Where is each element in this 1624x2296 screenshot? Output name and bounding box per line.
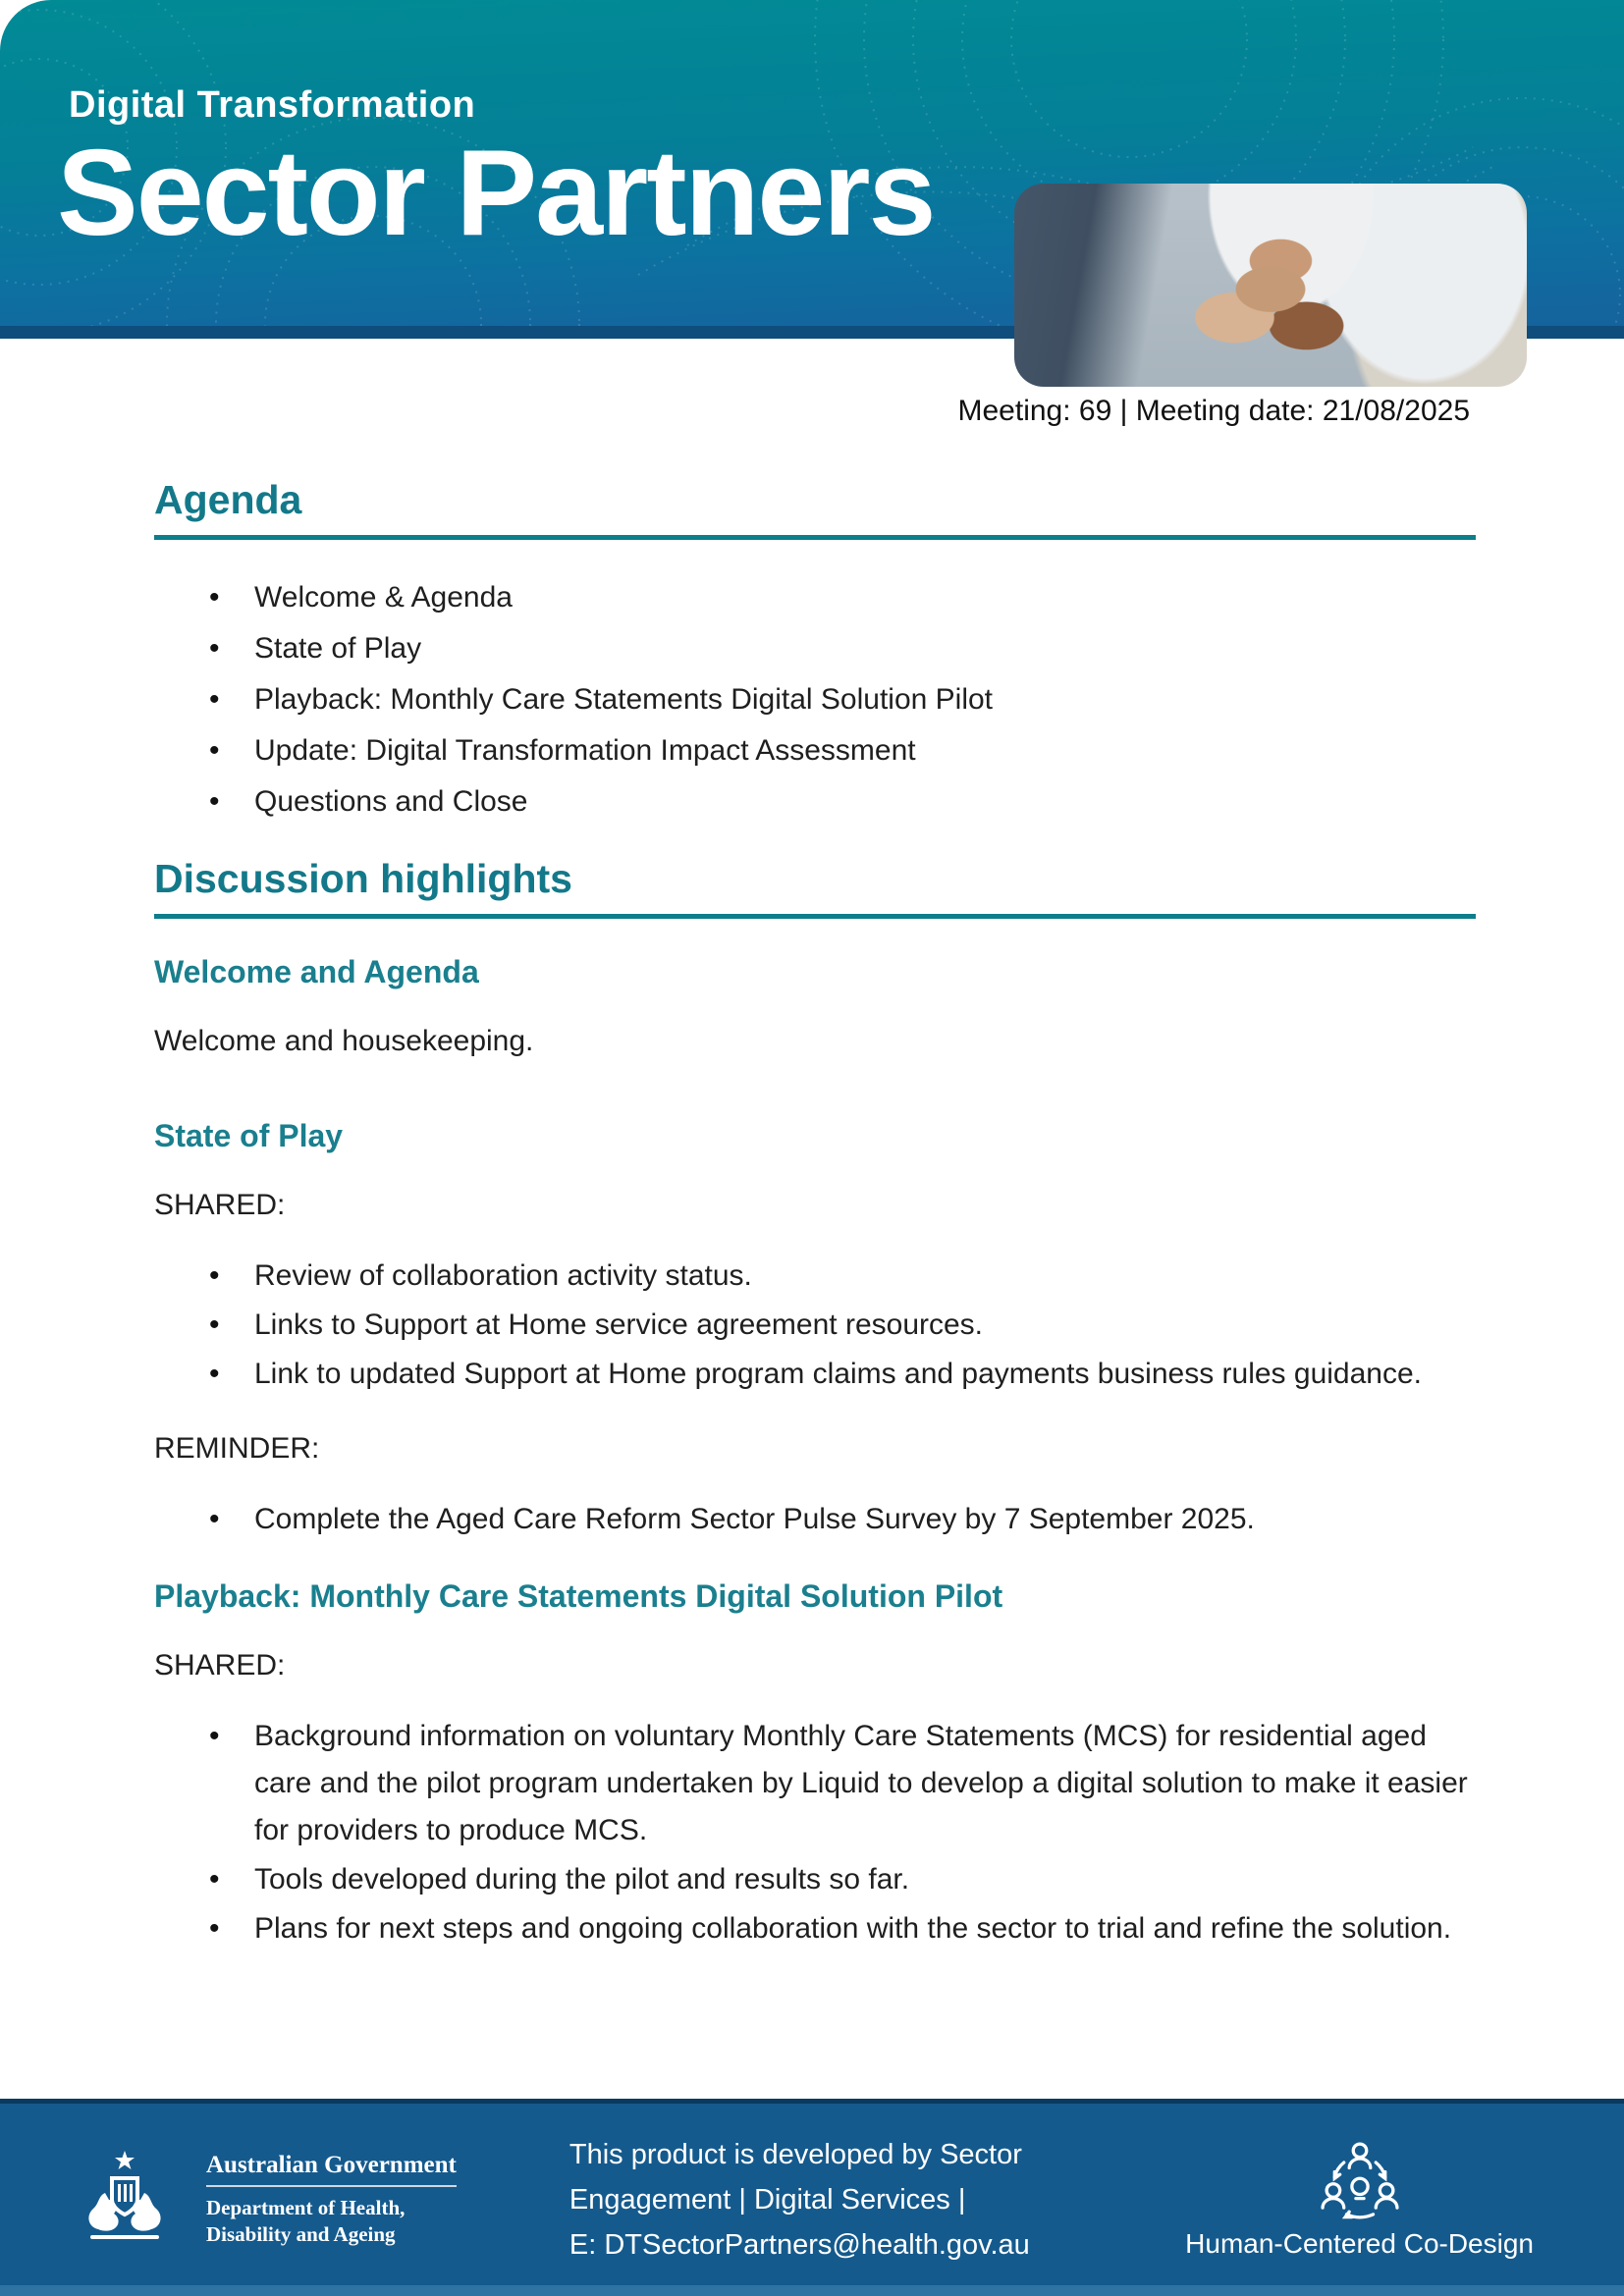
agenda-item: • Update: Digital Transformation Impact Assessment	[154, 726, 1476, 775]
shared-label: SHARED:	[154, 1649, 286, 1682]
meeting-info: Meeting: 69 | Meeting date: 21/08/2025	[957, 395, 1470, 427]
section-title-welcome: Welcome and Agenda	[154, 954, 479, 989]
state-of-play-reminder-list	[154, 1496, 1476, 1543]
codesign-block	[1185, 2140, 1534, 2260]
list-item: • Plans for next steps and ongoing collaboration with the sector to trial and refine the solution.	[154, 1905, 1476, 1952]
footer	[0, 2099, 1624, 2296]
list-item: • Complete the Aged Care Reform Sector Pulse Survey by 7 September 2025.	[154, 1496, 1476, 1543]
agenda-item: • State of Play	[154, 624, 1476, 673]
department-name-block	[206, 2152, 457, 2248]
banner-kicker: Digital Transformation	[69, 84, 476, 126]
agenda-item: • Questions and Close	[154, 777, 1476, 827]
agenda-heading: Agenda	[154, 477, 1476, 540]
list-item: • Background information on voluntary Monthly Care Statements (MCS) for residential aged care and the pilot program undertaken by Liquid to develop a digital solution to make it easier for providers to produce MCS.	[154, 1713, 1476, 1854]
shared-label: SHARED:	[154, 1189, 286, 1221]
footer-email: E: DTSectorPartners@health.gov.au	[568, 2229, 1030, 2261]
playback-shared-list	[154, 1713, 1476, 1952]
list-item: • Link to updated Support at Home program claims and payments business rules guidance.	[154, 1351, 1476, 1398]
footer-note-line1: This product is developed by Sector Engagement | Digital Services |	[568, 2139, 1022, 2216]
list-item: • Tools developed during the pilot and results so far.	[154, 1856, 1476, 1903]
codesign-label: Human-Centered Co-Design	[1185, 2228, 1534, 2259]
government-branding	[61, 2149, 457, 2251]
agenda-list	[154, 573, 1476, 827]
reminder-label: REMINDER:	[154, 1432, 320, 1465]
state-of-play-shared-list	[154, 1253, 1476, 1398]
footer-note	[569, 2132, 1185, 2268]
gov-name: Australian Government	[206, 2152, 457, 2187]
list-item: • Review of collaboration activity status.	[154, 1253, 1476, 1300]
hands-photo	[1014, 184, 1527, 387]
list-item: • Links to Support at Home service agreement resources.	[154, 1302, 1476, 1349]
section-title-state-of-play: State of Play	[154, 1118, 344, 1153]
dept-name-line2: Disability and Ageing	[206, 2222, 396, 2246]
discussion-heading: Discussion highlights	[154, 856, 1476, 919]
human-centered-codesign-icon	[1319, 2140, 1401, 2222]
dept-name-line1: Department of Health,	[206, 2196, 406, 2219]
agenda-item: • Welcome & Agenda	[154, 573, 1476, 622]
section-title-playback: Playback: Monthly Care Statements Digital Solution Pilot	[154, 1578, 1003, 1614]
welcome-body: Welcome and housekeeping.	[154, 1025, 534, 1057]
main-content	[154, 459, 1476, 1954]
agenda-item: • Playback: Monthly Care Statements Digital Solution Pilot	[154, 675, 1476, 724]
australian-government-crest-icon	[61, 2149, 189, 2251]
page-title: Sector Partners	[57, 126, 935, 261]
